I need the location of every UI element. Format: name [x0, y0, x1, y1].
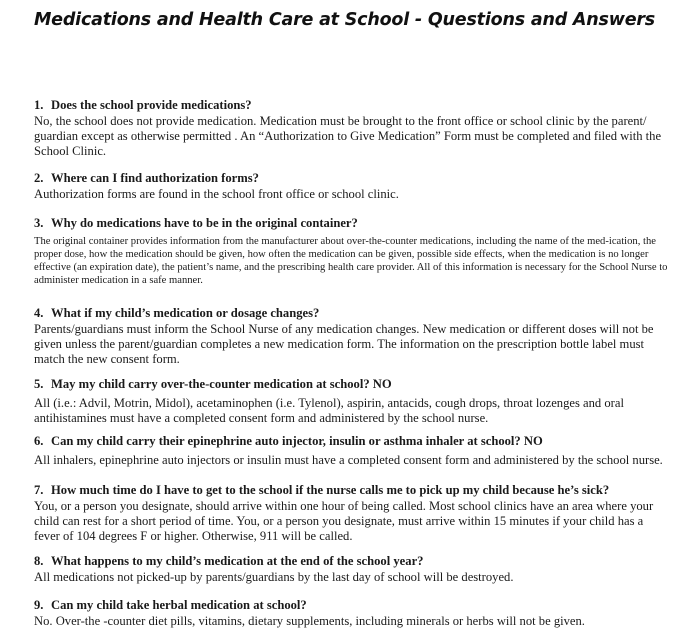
faq-question-text: May my child carry over-the-counter medication at school? NO	[51, 377, 392, 391]
faq-answer: The original container provides information from the manufacturer about over-the-counter medications, including the name of the med-ication, the proper dose, how the medication should be given, how often the medication can be given, possible side effects, when the medication is no longer effective (an expiration date), the patient’s name, and the prescribing health care provider. All of this information is necessary for the School Nurse to administer medication in a safe manner.	[34, 236, 668, 286]
faq-answer: Authorization forms are found in the school front office or school clinic.	[34, 187, 399, 201]
faq-question-text: Does the school provide medications?	[51, 98, 252, 112]
document-title: Medications and Health Care at School - Questions and Answers	[33, 10, 656, 30]
faq-number: 7.	[34, 483, 44, 497]
faq-item-8	[34, 554, 668, 585]
faq-answer: No, the school does not provide medication. Medication must be brought to the front office or school clinic by the parent/ guardian except as otherwise permitted . An “Authorization to Give Medication” Form must be completed and filed with the School Clinic.	[34, 114, 662, 158]
faq-answer: You, or a person you designate, should arrive within one hour of being called. Most school clinics have an area where your child can rest for a short period of time. You, or a person you designate, must arrive within 15 minutes if your child has a fever of 104 degrees F or higher. Otherwise, 911 will be called.	[34, 499, 654, 543]
faq-number: 2.	[34, 171, 44, 185]
faq-number: 3.	[34, 216, 44, 230]
faq-item-7	[34, 483, 668, 544]
faq-number: 9.	[34, 598, 44, 612]
faq-question	[34, 306, 668, 321]
faq-question	[34, 483, 668, 498]
faq-question-text: Where can I find authorization forms?	[51, 171, 259, 185]
faq-item-1	[34, 98, 668, 159]
faq-question	[34, 216, 668, 231]
faq-number: 5.	[34, 377, 44, 391]
faq-number: 6.	[34, 434, 44, 448]
faq-question	[34, 171, 668, 186]
faq-item-9	[34, 598, 668, 629]
faq-question-text: Can my child take herbal medication at school?	[51, 598, 307, 612]
faq-answer: All inhalers, epinephrine auto injectors or insulin must have a completed consent form and administered by the school nurse.	[34, 453, 663, 467]
faq-question-text: Why do medications have to be in the original container?	[51, 216, 358, 230]
faq-question	[34, 554, 668, 569]
faq-item-4	[34, 306, 668, 367]
faq-question	[34, 434, 668, 449]
faq-number: 8.	[34, 554, 44, 568]
faq-answer: All medications not picked-up by parents/guardians by the last day of school will be destroyed.	[34, 570, 514, 584]
faq-number: 4.	[34, 306, 44, 320]
faq-answer: All (i.e.: Advil, Motrin, Midol), acetaminophen (i.e. Tylenol), aspirin, antacids, cough drops, throat lozenges and oral antihistamines must have a completed consent form and administered by the school nurse.	[34, 396, 624, 425]
faq-item-2	[34, 171, 668, 202]
faq-number: 1.	[34, 98, 44, 112]
faq-answer: No. Over-the -counter diet pills, vitamins, dietary supplements, including minerals or herbs will not be given.	[34, 614, 585, 628]
faq-question-text: What happens to my child’s medication at the end of the school year?	[51, 554, 424, 568]
faq-item-3	[34, 216, 668, 287]
faq-item-6	[34, 434, 668, 468]
faq-question-text: What if my child’s medication or dosage changes?	[51, 306, 320, 320]
faq-question	[34, 98, 668, 113]
faq-question-text: How much time do I have to get to the school if the nurse calls me to pick up my child because he’s sick?	[51, 483, 610, 497]
faq-item-5	[34, 377, 668, 426]
faq-question-text: Can my child carry their epinephrine auto injector, insulin or asthma inhaler at school? NO	[51, 434, 543, 448]
faq-answer: Parents/guardians must inform the School Nurse of any medication changes. New medication or different doses will not be given unless the parent/guardian completes a new medication form. The information on the prescription bottle label must match the new consent form.	[34, 322, 654, 366]
faq-question	[34, 598, 668, 613]
faq-question	[34, 377, 668, 392]
